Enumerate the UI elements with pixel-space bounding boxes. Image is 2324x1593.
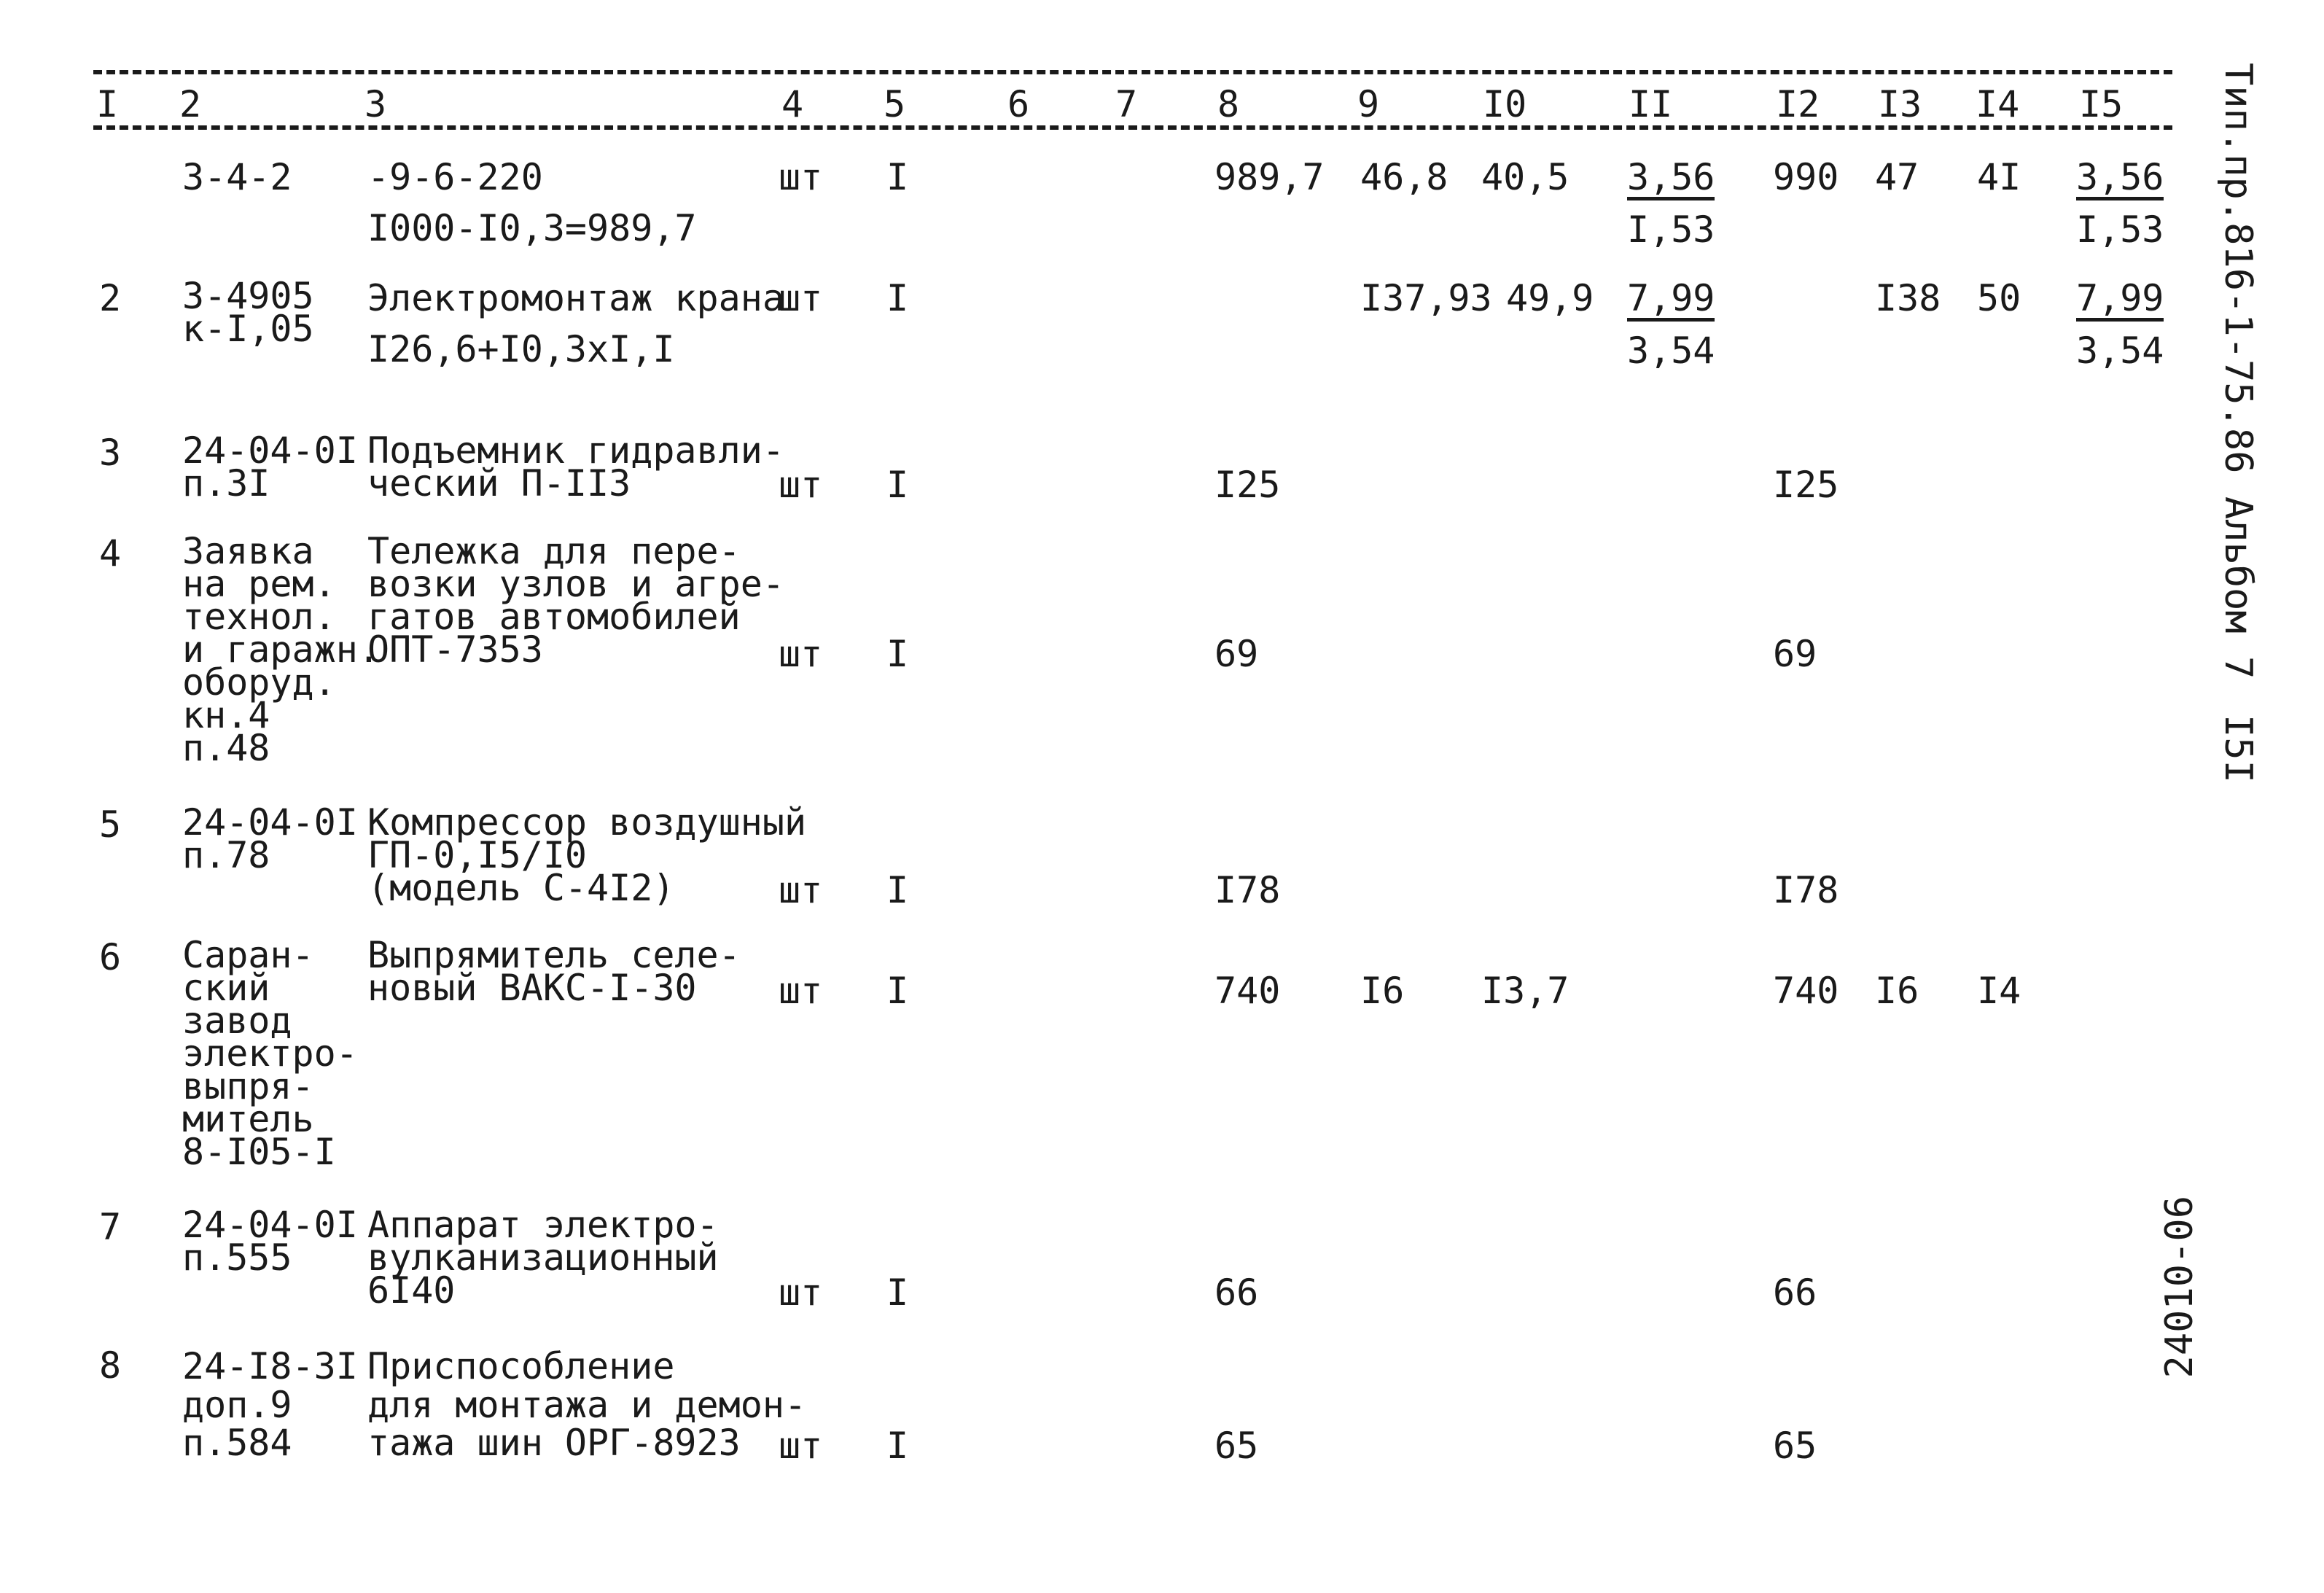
row-unit: шт xyxy=(779,1271,823,1314)
row-name: Приспособление для монтажа и демон- тажа шин ОРГ-8923 xyxy=(367,1345,807,1464)
row-col15: 7,99 xyxy=(2076,280,2164,322)
row-col12: I78 xyxy=(1773,869,1839,911)
row-number: 2 xyxy=(99,277,122,319)
row-col15-lower: I,53 xyxy=(2076,209,2164,251)
row-col14: 4I xyxy=(1977,156,2021,198)
row-col8: 69 xyxy=(1214,633,1259,675)
row-name: Электромонтаж крана xyxy=(367,277,784,319)
row-col13: I6 xyxy=(1875,970,1919,1012)
col-header-6: 6 xyxy=(1007,83,1030,125)
row-name-formula: I000-I0,3=989,7 xyxy=(367,207,697,249)
row-col11-lower: I,53 xyxy=(1627,209,1715,251)
row-number: 4 xyxy=(99,532,122,575)
row-col8: 65 xyxy=(1214,1425,1259,1467)
row-qty: I xyxy=(886,1425,909,1467)
row-name-formula: I26,6+I0,3xI,I xyxy=(367,328,675,370)
row-code: Заявка на рем. технол. и гаражн. оборуд. кн.4 п.48 xyxy=(182,530,380,769)
col-header-15: I5 xyxy=(2079,83,2124,125)
col-header-10: I0 xyxy=(1483,83,1527,125)
row-col15: 3,56 xyxy=(2076,159,2164,200)
row-name: Аппарат электро- вулканизационный 6I40 xyxy=(367,1204,719,1312)
row-code: 3-4905 к-I,05 xyxy=(182,275,314,350)
row-number: 6 xyxy=(99,936,122,978)
col-header-9: 9 xyxy=(1357,83,1380,125)
document-stamp-number: 24010-06 xyxy=(2158,1196,2202,1379)
row-unit: шт xyxy=(779,869,823,911)
header-bottom-rule xyxy=(93,125,2172,130)
row-code: 24-04-0I п.3I xyxy=(182,429,358,505)
row-col8: I78 xyxy=(1214,869,1281,911)
row-col15-lower: 3,54 xyxy=(2076,330,2164,372)
row-col11: 7,99 xyxy=(1627,280,1715,322)
row-col12: 990 xyxy=(1773,156,1839,198)
row-unit: шт xyxy=(779,464,823,506)
page-number: I5I xyxy=(2216,714,2260,783)
header-top-rule xyxy=(93,70,2172,74)
row-code: 24-04-0I п.555 xyxy=(182,1204,358,1279)
col-header-11: II xyxy=(1629,83,1673,125)
row-qty: I xyxy=(886,1271,909,1314)
row-col8: 740 xyxy=(1214,970,1281,1012)
row-col9: I37,93 xyxy=(1360,277,1492,319)
row-qty: I xyxy=(886,633,909,675)
row-qty: I xyxy=(886,869,909,911)
row-unit: шт xyxy=(779,633,823,675)
row-col12: 65 xyxy=(1773,1425,1817,1467)
row-qty: I xyxy=(886,277,909,319)
row-col8: I25 xyxy=(1214,464,1281,506)
row-name: Подъемник гидравли- ческий П-II3 xyxy=(367,429,784,505)
row-col11: 3,56 xyxy=(1627,159,1715,200)
row-col13: I38 xyxy=(1875,277,1941,319)
row-col13: 47 xyxy=(1875,156,1919,198)
row-col10: I3,7 xyxy=(1481,970,1570,1012)
row-number: 3 xyxy=(99,432,122,474)
row-col9: I6 xyxy=(1360,970,1405,1012)
col-header-8: 8 xyxy=(1217,83,1240,125)
row-col12: 66 xyxy=(1773,1271,1817,1314)
col-header-2: 2 xyxy=(179,83,202,125)
row-code: 24-04-0I п.78 xyxy=(182,801,358,876)
row-name: -9-6-220 xyxy=(367,156,543,198)
row-code: 24-I8-3I доп.9 п.584 xyxy=(182,1345,358,1464)
col-header-14: I4 xyxy=(1976,83,2020,125)
col-header-3: 3 xyxy=(364,83,387,125)
col-header-4: 4 xyxy=(781,83,804,125)
row-code: 3-4-2 xyxy=(182,156,292,198)
row-col11-lower: 3,54 xyxy=(1627,330,1715,372)
row-col8: 66 xyxy=(1214,1271,1259,1314)
col-header-5: 5 xyxy=(884,83,906,125)
row-col8: 989,7 xyxy=(1214,156,1325,198)
row-col9: 46,8 xyxy=(1360,156,1448,198)
row-qty: I xyxy=(886,970,909,1012)
row-unit: шт xyxy=(779,1425,823,1467)
col-header-1: I xyxy=(96,83,119,125)
row-qty: I xyxy=(886,464,909,506)
row-number: 8 xyxy=(99,1344,122,1387)
row-col10: 40,5 xyxy=(1481,156,1570,198)
row-col14: 50 xyxy=(1977,277,2021,319)
album-reference: Тип.пр.816-1-75.86 Альбом 7 xyxy=(2216,63,2260,679)
row-name: Выпрямитель селе- новый ВАКС-I-30 xyxy=(367,934,741,1009)
row-col10: 49,9 xyxy=(1506,277,1594,319)
row-name: Компрессор воздушный ГП-0,I5/I0 (модель С-4I2) xyxy=(367,801,807,909)
row-number: 7 xyxy=(99,1206,122,1248)
row-name: Тележка для пере- возки узлов и агре- гатов автомобилей ОПТ-7353 xyxy=(367,530,784,671)
row-number: 5 xyxy=(99,803,122,846)
col-header-7: 7 xyxy=(1115,83,1138,125)
col-header-12: I2 xyxy=(1776,83,1820,125)
row-unit: шт xyxy=(779,277,823,319)
row-col12: 69 xyxy=(1773,633,1817,675)
row-qty: I xyxy=(886,156,909,198)
row-code: Саран- ский завод электро- выпря- митель 8-I05-I xyxy=(182,934,358,1173)
col-header-13: I3 xyxy=(1878,83,1922,125)
row-col12: I25 xyxy=(1773,464,1839,506)
row-unit: шт xyxy=(779,156,823,198)
row-unit: шт xyxy=(779,970,823,1012)
row-col12: 740 xyxy=(1773,970,1839,1012)
row-col14: I4 xyxy=(1977,970,2021,1012)
